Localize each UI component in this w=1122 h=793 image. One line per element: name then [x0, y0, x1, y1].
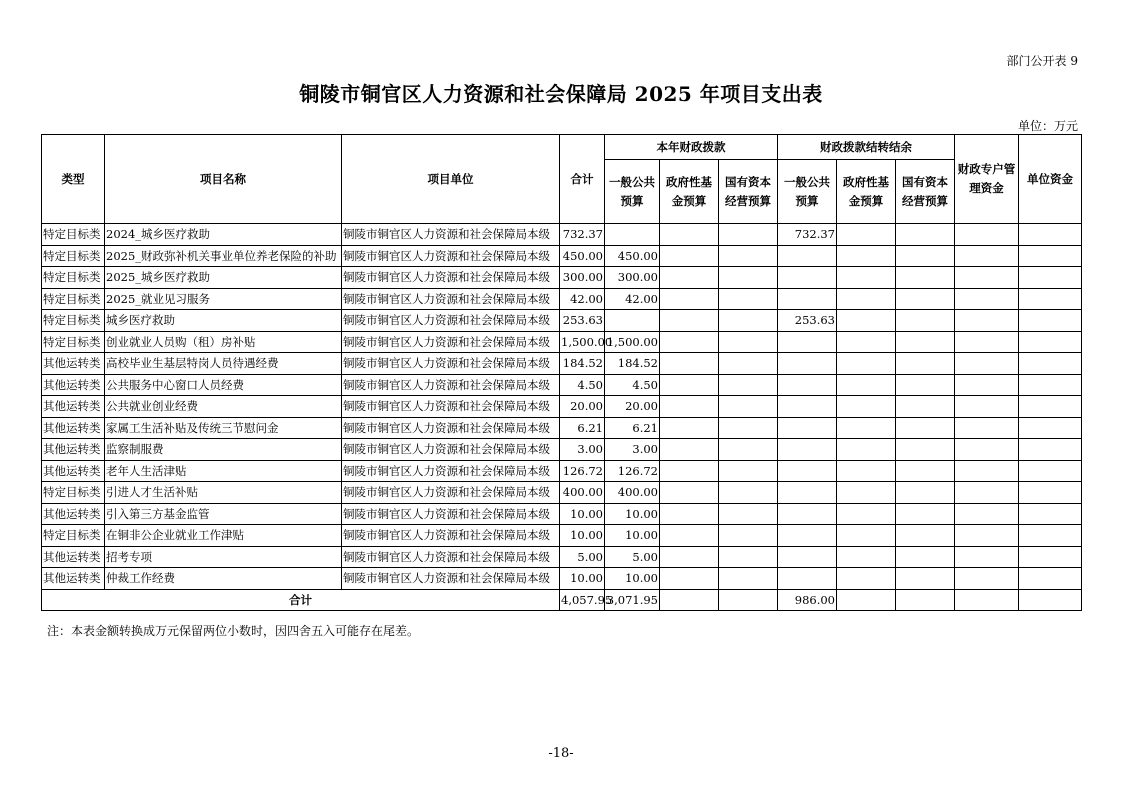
cell-carry-general-budget — [778, 245, 837, 267]
cell-carry-gov-fund — [837, 525, 896, 547]
cell-total: 10.00 — [560, 503, 605, 525]
cell-carry-general-budget — [778, 288, 837, 310]
cell-carry-general-budget — [778, 460, 837, 482]
cell-project-unit: 铜陵市铜官区人力资源和社会保障局本级 — [342, 310, 560, 332]
totals-gov-fund — [660, 589, 719, 611]
cell-special-account — [955, 353, 1019, 375]
cell-carry-general-budget: 253.63 — [778, 310, 837, 332]
cell-special-account — [955, 460, 1019, 482]
cell-carry-general-budget — [778, 482, 837, 504]
cell-unit-fund — [1019, 267, 1082, 289]
cell-state-capital — [719, 267, 778, 289]
totals-carry-general-budget: 986.00 — [778, 589, 837, 611]
cell-gov-fund — [660, 482, 719, 504]
cell-special-account — [955, 525, 1019, 547]
cell-special-account — [955, 503, 1019, 525]
cell-carry-general-budget — [778, 525, 837, 547]
cell-general-budget: 20.00 — [605, 396, 660, 418]
cell-gov-fund — [660, 374, 719, 396]
cell-unit-fund — [1019, 482, 1082, 504]
cell-project-name: 城乡医疗救助 — [105, 310, 342, 332]
table-row — [42, 396, 1082, 418]
cell-carry-state-capital — [896, 267, 955, 289]
cell-general-budget: 10.00 — [605, 568, 660, 590]
cell-general-budget: 1,500.00 — [605, 331, 660, 353]
cell-state-capital — [719, 331, 778, 353]
cell-project-unit: 铜陵市铜官区人力资源和社会保障局本级 — [342, 568, 560, 590]
cell-special-account — [955, 568, 1019, 590]
cell-project-unit: 铜陵市铜官区人力资源和社会保障局本级 — [342, 482, 560, 504]
cell-total: 184.52 — [560, 353, 605, 375]
cell-total: 4.50 — [560, 374, 605, 396]
cell-project-name: 2025_财政弥补机关事业单位养老保险的补助 — [105, 245, 342, 267]
cell-unit-fund — [1019, 417, 1082, 439]
cell-unit-fund — [1019, 331, 1082, 353]
cell-general-budget: 5.00 — [605, 546, 660, 568]
cell-project-name: 2025_就业见习服务 — [105, 288, 342, 310]
cell-project-unit: 铜陵市铜官区人力资源和社会保障局本级 — [342, 396, 560, 418]
cell-gov-fund — [660, 310, 719, 332]
header-carry-state-capital: 国有资本经营预算 — [896, 160, 955, 224]
table-row — [42, 417, 1082, 439]
cell-state-capital — [719, 439, 778, 461]
cell-type: 其他运转类 — [42, 546, 105, 568]
cell-general-budget: 10.00 — [605, 503, 660, 525]
cell-carry-state-capital — [896, 525, 955, 547]
cell-carry-gov-fund — [837, 417, 896, 439]
cell-state-capital — [719, 374, 778, 396]
cell-carry-general-budget — [778, 331, 837, 353]
cell-unit-fund — [1019, 310, 1082, 332]
header-group-current-year: 本年财政拨款 — [605, 135, 778, 160]
cell-general-budget: 300.00 — [605, 267, 660, 289]
cell-carry-gov-fund — [837, 503, 896, 525]
cell-carry-general-budget — [778, 568, 837, 590]
cell-carry-gov-fund — [837, 568, 896, 590]
cell-project-name: 公共服务中心窗口人员经费 — [105, 374, 342, 396]
table-row — [42, 503, 1082, 525]
cell-type: 其他运转类 — [42, 439, 105, 461]
header-total: 合计 — [560, 135, 605, 224]
document-id: 部门公开表 9 — [1006, 54, 1078, 68]
cell-special-account — [955, 482, 1019, 504]
cell-state-capital — [719, 525, 778, 547]
table-row — [42, 439, 1082, 461]
cell-general-budget: 10.00 — [605, 525, 660, 547]
cell-total: 300.00 — [560, 267, 605, 289]
cell-type: 其他运转类 — [42, 568, 105, 590]
cell-unit-fund — [1019, 568, 1082, 590]
cell-general-budget: 4.50 — [605, 374, 660, 396]
cell-type: 特定目标类 — [42, 331, 105, 353]
cell-special-account — [955, 245, 1019, 267]
cell-type: 其他运转类 — [42, 374, 105, 396]
table-row — [42, 288, 1082, 310]
cell-carry-general-budget — [778, 439, 837, 461]
cell-type: 特定目标类 — [42, 224, 105, 246]
header-general-budget: 一般公共预算 — [605, 160, 660, 224]
totals-label: 合计 — [42, 589, 560, 611]
cell-total: 3.00 — [560, 439, 605, 461]
cell-project-unit: 铜陵市铜官区人力资源和社会保障局本级 — [342, 460, 560, 482]
table-row — [42, 310, 1082, 332]
table-row — [42, 374, 1082, 396]
footnote: 注：本表金额转换成万元保留两位小数时，因四舍五入可能存在尾差。 — [47, 624, 420, 638]
cell-total: 253.63 — [560, 310, 605, 332]
cell-state-capital — [719, 353, 778, 375]
totals-row — [42, 589, 1082, 611]
cell-special-account — [955, 439, 1019, 461]
cell-carry-gov-fund — [837, 224, 896, 246]
header-project-name: 项目名称 — [105, 135, 342, 224]
cell-total: 450.00 — [560, 245, 605, 267]
cell-unit-fund — [1019, 374, 1082, 396]
cell-carry-general-budget — [778, 546, 837, 568]
cell-carry-gov-fund — [837, 245, 896, 267]
header-gov-fund: 政府性基金预算 — [660, 160, 719, 224]
cell-carry-state-capital — [896, 568, 955, 590]
header-type: 类型 — [42, 135, 105, 224]
cell-project-unit: 铜陵市铜官区人力资源和社会保障局本级 — [342, 245, 560, 267]
cell-carry-general-budget — [778, 353, 837, 375]
cell-gov-fund — [660, 224, 719, 246]
page-title: 铜陵市铜官区人力资源和社会保障局 2025 年项目支出表 — [299, 82, 823, 106]
cell-carry-state-capital — [896, 353, 955, 375]
cell-general-budget: 126.72 — [605, 460, 660, 482]
cell-type: 其他运转类 — [42, 460, 105, 482]
cell-type: 特定目标类 — [42, 482, 105, 504]
cell-unit-fund — [1019, 396, 1082, 418]
table-row — [42, 267, 1082, 289]
cell-total: 732.37 — [560, 224, 605, 246]
cell-state-capital — [719, 245, 778, 267]
cell-special-account — [955, 546, 1019, 568]
cell-project-name: 2024_城乡医疗救助 — [105, 224, 342, 246]
cell-carry-state-capital — [896, 417, 955, 439]
cell-project-unit: 铜陵市铜官区人力资源和社会保障局本级 — [342, 374, 560, 396]
cell-type: 特定目标类 — [42, 310, 105, 332]
cell-carry-general-budget — [778, 417, 837, 439]
cell-special-account — [955, 310, 1019, 332]
cell-carry-general-budget: 732.37 — [778, 224, 837, 246]
cell-project-name: 引入第三方基金监管 — [105, 503, 342, 525]
cell-carry-general-budget — [778, 374, 837, 396]
totals-carry-gov-fund — [837, 589, 896, 611]
cell-gov-fund — [660, 396, 719, 418]
cell-total: 42.00 — [560, 288, 605, 310]
cell-state-capital — [719, 546, 778, 568]
cell-carry-gov-fund — [837, 331, 896, 353]
cell-project-unit: 铜陵市铜官区人力资源和社会保障局本级 — [342, 503, 560, 525]
totals-special-account — [955, 589, 1019, 611]
cell-project-name: 2025_城乡医疗救助 — [105, 267, 342, 289]
totals-carry-state-capital — [896, 589, 955, 611]
cell-gov-fund — [660, 439, 719, 461]
cell-type: 特定目标类 — [42, 288, 105, 310]
cell-type: 特定目标类 — [42, 525, 105, 547]
cell-carry-state-capital — [896, 503, 955, 525]
cell-total: 10.00 — [560, 525, 605, 547]
cell-project-name: 招考专项 — [105, 546, 342, 568]
cell-gov-fund — [660, 546, 719, 568]
header-carry-general-budget: 一般公共预算 — [778, 160, 837, 224]
cell-project-name: 家属工生活补贴及传统三节慰问金 — [105, 417, 342, 439]
cell-carry-gov-fund — [837, 460, 896, 482]
cell-general-budget: 6.21 — [605, 417, 660, 439]
cell-carry-gov-fund — [837, 439, 896, 461]
cell-gov-fund — [660, 331, 719, 353]
cell-unit-fund — [1019, 245, 1082, 267]
cell-project-unit: 铜陵市铜官区人力资源和社会保障局本级 — [342, 439, 560, 461]
cell-project-unit: 铜陵市铜官区人力资源和社会保障局本级 — [342, 224, 560, 246]
cell-project-unit: 铜陵市铜官区人力资源和社会保障局本级 — [342, 546, 560, 568]
cell-total: 10.00 — [560, 568, 605, 590]
cell-gov-fund — [660, 525, 719, 547]
totals-total: 4,057.95 — [560, 589, 605, 611]
cell-project-unit: 铜陵市铜官区人力资源和社会保障局本级 — [342, 288, 560, 310]
header-group-carryover: 财政拨款结转结余 — [778, 135, 955, 160]
cell-special-account — [955, 331, 1019, 353]
cell-state-capital — [719, 482, 778, 504]
table-row — [42, 525, 1082, 547]
header-carry-gov-fund: 政府性基金预算 — [837, 160, 896, 224]
page-number: -18- — [548, 746, 574, 761]
project-expenditure-table — [41, 134, 1082, 611]
table-row — [42, 568, 1082, 590]
cell-carry-gov-fund — [837, 482, 896, 504]
cell-special-account — [955, 396, 1019, 418]
cell-project-name: 老年人生活津贴 — [105, 460, 342, 482]
cell-unit-fund — [1019, 503, 1082, 525]
cell-general-budget: 3.00 — [605, 439, 660, 461]
cell-special-account — [955, 267, 1019, 289]
cell-gov-fund — [660, 288, 719, 310]
cell-type: 其他运转类 — [42, 417, 105, 439]
totals-general-budget: 3,071.95 — [605, 589, 660, 611]
cell-gov-fund — [660, 417, 719, 439]
cell-carry-state-capital — [896, 374, 955, 396]
cell-state-capital — [719, 310, 778, 332]
cell-special-account — [955, 417, 1019, 439]
cell-unit-fund — [1019, 546, 1082, 568]
unit-label: 单位：万元 — [1017, 119, 1078, 133]
totals-unit-fund — [1019, 589, 1082, 611]
cell-state-capital — [719, 396, 778, 418]
cell-project-name: 仲裁工作经费 — [105, 568, 342, 590]
cell-carry-general-budget — [778, 396, 837, 418]
cell-project-name: 高校毕业生基层特岗人员待遇经费 — [105, 353, 342, 375]
cell-carry-gov-fund — [837, 267, 896, 289]
cell-carry-state-capital — [896, 546, 955, 568]
cell-state-capital — [719, 288, 778, 310]
cell-carry-state-capital — [896, 439, 955, 461]
cell-carry-gov-fund — [837, 310, 896, 332]
cell-type: 其他运转类 — [42, 353, 105, 375]
cell-type: 特定目标类 — [42, 245, 105, 267]
cell-general-budget: 450.00 — [605, 245, 660, 267]
cell-gov-fund — [660, 267, 719, 289]
cell-general-budget — [605, 310, 660, 332]
cell-carry-gov-fund — [837, 288, 896, 310]
cell-total: 6.21 — [560, 417, 605, 439]
header-special-account: 财政专户管理资金 — [955, 135, 1019, 224]
cell-carry-general-budget — [778, 267, 837, 289]
cell-carry-state-capital — [896, 396, 955, 418]
cell-general-budget: 42.00 — [605, 288, 660, 310]
cell-carry-general-budget — [778, 503, 837, 525]
cell-gov-fund — [660, 568, 719, 590]
cell-carry-state-capital — [896, 460, 955, 482]
cell-total: 5.00 — [560, 546, 605, 568]
cell-general-budget: 400.00 — [605, 482, 660, 504]
cell-project-name: 公共就业创业经费 — [105, 396, 342, 418]
cell-type: 特定目标类 — [42, 267, 105, 289]
cell-total: 126.72 — [560, 460, 605, 482]
cell-total: 1,500.00 — [560, 331, 605, 353]
cell-carry-state-capital — [896, 224, 955, 246]
cell-unit-fund — [1019, 439, 1082, 461]
table-row — [42, 546, 1082, 568]
cell-project-unit: 铜陵市铜官区人力资源和社会保障局本级 — [342, 525, 560, 547]
cell-project-name: 监察制服费 — [105, 439, 342, 461]
cell-gov-fund — [660, 353, 719, 375]
cell-state-capital — [719, 568, 778, 590]
table-row — [42, 482, 1082, 504]
cell-carry-gov-fund — [837, 396, 896, 418]
cell-type: 其他运转类 — [42, 396, 105, 418]
cell-project-unit: 铜陵市铜官区人力资源和社会保障局本级 — [342, 267, 560, 289]
header-state-capital: 国有资本经营预算 — [719, 160, 778, 224]
cell-unit-fund — [1019, 525, 1082, 547]
cell-carry-gov-fund — [837, 546, 896, 568]
cell-special-account — [955, 374, 1019, 396]
cell-project-unit: 铜陵市铜官区人力资源和社会保障局本级 — [342, 331, 560, 353]
cell-gov-fund — [660, 460, 719, 482]
header-unit-fund: 单位资金 — [1019, 135, 1082, 224]
table-row — [42, 224, 1082, 246]
cell-state-capital — [719, 460, 778, 482]
cell-general-budget — [605, 224, 660, 246]
cell-general-budget: 184.52 — [605, 353, 660, 375]
table-row — [42, 245, 1082, 267]
cell-carry-state-capital — [896, 331, 955, 353]
cell-carry-state-capital — [896, 245, 955, 267]
table-row — [42, 353, 1082, 375]
cell-carry-gov-fund — [837, 353, 896, 375]
cell-project-unit: 铜陵市铜官区人力资源和社会保障局本级 — [342, 417, 560, 439]
table-row — [42, 460, 1082, 482]
cell-project-name: 创业就业人员购（租）房补贴 — [105, 331, 342, 353]
cell-state-capital — [719, 224, 778, 246]
table-row — [42, 331, 1082, 353]
cell-type: 其他运转类 — [42, 503, 105, 525]
cell-state-capital — [719, 417, 778, 439]
cell-carry-state-capital — [896, 310, 955, 332]
header-project-unit: 项目单位 — [342, 135, 560, 224]
cell-special-account — [955, 224, 1019, 246]
cell-total: 20.00 — [560, 396, 605, 418]
cell-carry-state-capital — [896, 482, 955, 504]
cell-unit-fund — [1019, 288, 1082, 310]
cell-project-name: 引进人才生活补贴 — [105, 482, 342, 504]
cell-unit-fund — [1019, 460, 1082, 482]
cell-gov-fund — [660, 503, 719, 525]
cell-carry-gov-fund — [837, 374, 896, 396]
totals-state-capital — [719, 589, 778, 611]
cell-special-account — [955, 288, 1019, 310]
cell-total: 400.00 — [560, 482, 605, 504]
cell-state-capital — [719, 503, 778, 525]
cell-project-unit: 铜陵市铜官区人力资源和社会保障局本级 — [342, 353, 560, 375]
cell-carry-state-capital — [896, 288, 955, 310]
cell-gov-fund — [660, 245, 719, 267]
cell-unit-fund — [1019, 224, 1082, 246]
cell-project-name: 在铜非公企业就业工作津贴 — [105, 525, 342, 547]
table-body — [42, 224, 1082, 611]
cell-unit-fund — [1019, 353, 1082, 375]
